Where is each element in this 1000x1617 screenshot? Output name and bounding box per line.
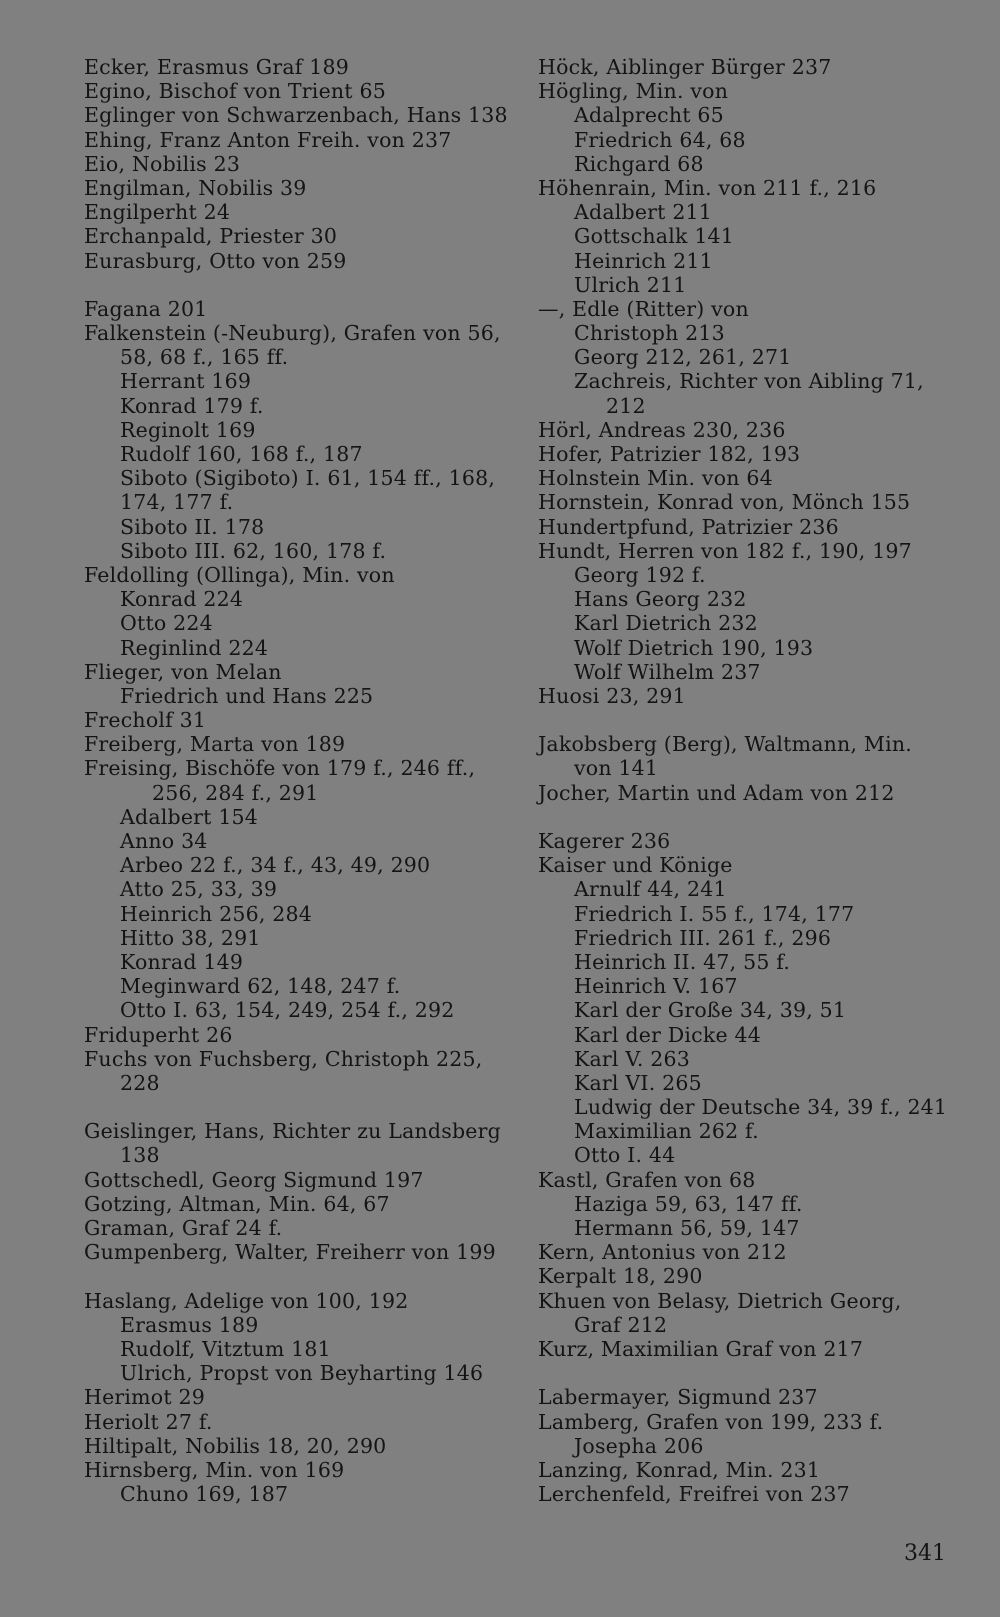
index-entry: Lanzing, Konrad, Min. 231 — [538, 1457, 821, 1482]
index-entry: Chuno 169, 187 — [120, 1482, 289, 1507]
index-entry: Geislinger, Hans, Richter zu Landsberg — [84, 1119, 501, 1144]
index-entry: Siboto II. 178 — [120, 514, 265, 539]
index-entry: Erasmus 189 — [120, 1312, 259, 1337]
index-entry: Heinrich II. 47, 55 f. — [574, 949, 791, 974]
index-entry: Hofer, Patrizier 182, 193 — [538, 442, 801, 466]
index-entry: Maximilian 262 f. — [574, 1119, 759, 1144]
index-entry: Zachreis, Richter von Aibling 71, — [574, 369, 924, 394]
index-entry: Kastl, Grafen von 68 — [538, 1167, 756, 1192]
index-entry: Karl VI. 265 — [574, 1070, 702, 1095]
index-entry: von 141 — [574, 756, 659, 781]
index-entry: Konrad 224 — [120, 587, 244, 612]
index-entry: Labermayer, Sigmund 237 — [538, 1385, 818, 1410]
index-entry: Huosi 23, 291 — [538, 683, 686, 708]
index-entry: Heinrich 256, 284 — [120, 901, 313, 926]
index-entry: Arnulf 44, 241 — [574, 877, 727, 902]
index-entry: Hermann 56, 59, 147 — [574, 1216, 800, 1240]
index-entry: Adalbert 211 — [574, 200, 713, 225]
index-entry: Graman, Graf 24 f. — [84, 1216, 283, 1240]
index-column-left — [84, 55, 508, 1507]
index-entry: Fagana 201 — [84, 296, 208, 321]
section-spacer — [538, 1361, 958, 1385]
index-entry: 228 — [120, 1070, 160, 1095]
index-entry: Graf 212 — [574, 1312, 668, 1337]
index-entry: Jakobsberg (Berg), Waltmann, Min. — [538, 732, 912, 757]
index-entry: Wolf Wilhelm 237 — [574, 659, 761, 684]
index-entry: Ludwig der Deutsche 34, 39 f., 241 — [574, 1095, 948, 1120]
index-entry: Karl der Dicke 44 — [574, 1022, 762, 1047]
index-entry: Otto 224 — [120, 611, 213, 636]
index-entry: Wolf Dietrich 190, 193 — [574, 635, 814, 660]
index-entry: Heinrich 211 — [574, 248, 713, 273]
index-entry: Hirnsberg, Min. von 169 — [84, 1457, 345, 1482]
index-entry: Hans Georg 232 — [574, 587, 747, 612]
index-entry: Ehing, Franz Anton Freih. von 237 — [84, 127, 452, 152]
index-entry: Richgard 68 — [574, 151, 704, 176]
index-entry: Erchanpald, Priester 30 — [84, 224, 338, 249]
index-entry: Friedrich 64, 68 — [574, 127, 746, 152]
index-entry: Jocher, Martin und Adam von 212 — [538, 780, 895, 805]
section-spacer — [84, 273, 504, 297]
index-entry: Hörl, Andreas 230, 236 — [538, 417, 786, 442]
index-entry: Kern, Antonius von 212 — [538, 1240, 787, 1265]
index-entry: Hundertpfund, Patrizier 236 — [538, 514, 839, 539]
index-entry: Kagerer 236 — [538, 829, 671, 853]
index-entry: Höhenrain, Min. von 211 f., 216 — [538, 175, 877, 200]
section-spacer — [84, 1095, 504, 1119]
page-number: 341 — [904, 1541, 946, 1566]
index-entry: Rudolf, Vitztum 181 — [120, 1336, 331, 1361]
index-entry: Kerpalt 18, 290 — [538, 1264, 703, 1289]
index-entry: Engilperht 24 — [84, 200, 231, 225]
index-entry: Egino, Bischof von Trient 65 — [84, 79, 386, 104]
index-entry: Kurz, Maximilian Graf von 217 — [538, 1336, 864, 1361]
index-entry: Friedrich und Hans 225 — [120, 683, 374, 708]
index-entry: Anno 34 — [120, 829, 208, 853]
index-entry: Fuchs von Fuchsberg, Christoph 225, — [84, 1046, 483, 1071]
index-entry: Atto 25, 33, 39 — [120, 877, 278, 902]
index-entry: Eglinger von Schwarzenbach, Hans 138 — [84, 103, 508, 128]
index-entry: 212 — [606, 393, 646, 418]
index-entry: Eio, Nobilis 23 — [84, 151, 241, 176]
index-entry: Karl der Große 34, 39, 51 — [574, 998, 847, 1023]
index-entry: Holnstein Min. von 64 — [538, 466, 773, 491]
index-entry: Lamberg, Grafen von 199, 233 f. — [538, 1409, 884, 1434]
index-entry: Konrad 149 — [120, 949, 244, 974]
index-entry: Siboto III. 62, 160, 178 f. — [120, 538, 387, 563]
index-entry: Karl Dietrich 232 — [574, 611, 758, 636]
index-entry: Gottschedl, Georg Sigmund 197 — [84, 1167, 424, 1192]
index-entry: Freising, Bischöfe von 179 f., 246 ff., — [84, 756, 476, 781]
index-entry: Lerchenfeld, Freifrei von 237 — [538, 1482, 850, 1507]
index-entry: —, Edle (Ritter) von — [538, 296, 749, 321]
index-entry: Josepha 206 — [574, 1433, 704, 1458]
index-entry: Rudolf 160, 168 f., 187 — [120, 442, 363, 466]
index-entry: Gumpenberg, Walter, Freiherr von 199 — [84, 1240, 496, 1265]
index-entry: Haslang, Adelige von 100, 192 — [84, 1288, 409, 1313]
index-entry: Freiberg, Marta von 189 — [84, 732, 346, 757]
index-entry: 256, 284 f., 291 — [152, 780, 319, 805]
index-entry: Arbeo 22 f., 34 f., 43, 49, 290 — [120, 853, 431, 878]
index-entry: Reginlind 224 — [120, 635, 269, 660]
index-entry: Friedrich III. 261 f., 296 — [574, 925, 832, 950]
index-entry: Feldolling (Ollinga), Min. von — [84, 562, 395, 587]
index-entry: Frecholf 31 — [84, 708, 207, 733]
index-entry: Herrant 169 — [120, 369, 252, 394]
index-entry: Flieger, von Melan — [84, 659, 282, 684]
index-entry: Konrad 179 f. — [120, 393, 264, 418]
index-entry: Khuen von Belasy, Dietrich Georg, — [538, 1288, 902, 1313]
section-spacer — [84, 1264, 504, 1288]
index-entry: Siboto (Sigiboto) I. 61, 154 ff., 168, — [120, 466, 496, 491]
index-entry: Friduperht 26 — [84, 1022, 233, 1047]
index-entry: Högling, Min. von — [538, 79, 729, 104]
index-entry: 138 — [120, 1143, 160, 1168]
index-entry: Gottschalk 141 — [574, 224, 735, 249]
index-entry: Otto I. 44 — [574, 1143, 676, 1168]
index-entry: Eurasburg, Otto von 259 — [84, 248, 347, 273]
index-entry: Ulrich, Propst von Beyharting 146 — [120, 1361, 484, 1386]
index-entry: Hornstein, Konrad von, Mönch 155 — [538, 490, 911, 515]
index-entry: Engilman, Nobilis 39 — [84, 175, 307, 200]
index-entry: Haziga 59, 63, 147 ff. — [574, 1191, 803, 1216]
index-entry: Hitto 38, 291 — [120, 925, 261, 950]
index-entry: Otto I. 63, 154, 249, 254 f., 292 — [120, 998, 455, 1023]
index-entry: 58, 68 f., 165 ff. — [120, 345, 289, 370]
index-entry: Heriolt 27 f. — [84, 1409, 213, 1434]
section-spacer — [538, 708, 958, 732]
index-entry: Karl V. 263 — [574, 1046, 690, 1071]
index-entry: Friedrich I. 55 f., 174, 177 — [574, 901, 855, 926]
index-entry: Gotzing, Altman, Min. 64, 67 — [84, 1191, 390, 1216]
index-entry: Christoph 213 — [574, 321, 725, 346]
index-entry: Heinrich V. 167 — [574, 974, 738, 999]
index-entry: Adalbert 154 — [120, 804, 259, 829]
index-entry: Herimot 29 — [84, 1385, 205, 1410]
index-entry: Ecker, Erasmus Graf 189 — [84, 55, 349, 79]
index-entry: Reginolt 169 — [120, 417, 256, 442]
index-entry: Falkenstein (-Neuburg), Grafen von 56, — [84, 321, 501, 346]
index-entry: 174, 177 f. — [120, 490, 234, 515]
index-entry: Höck, Aiblinger Bürger 237 — [538, 55, 832, 79]
index-column-right — [538, 55, 958, 1506]
index-entry: Hundt, Herren von 182 f., 190, 197 — [538, 538, 912, 563]
section-spacer — [538, 805, 958, 829]
index-entry: Meginward 62, 148, 247 f. — [120, 974, 401, 999]
index-entry: Ulrich 211 — [574, 272, 687, 297]
index-entry: Hiltipalt, Nobilis 18, 20, 290 — [84, 1433, 387, 1458]
index-entry: Kaiser und Könige — [538, 853, 733, 878]
index-entry: Georg 192 f. — [574, 562, 706, 587]
index-entry: Adalprecht 65 — [574, 103, 724, 128]
index-entry: Georg 212, 261, 271 — [574, 345, 792, 370]
